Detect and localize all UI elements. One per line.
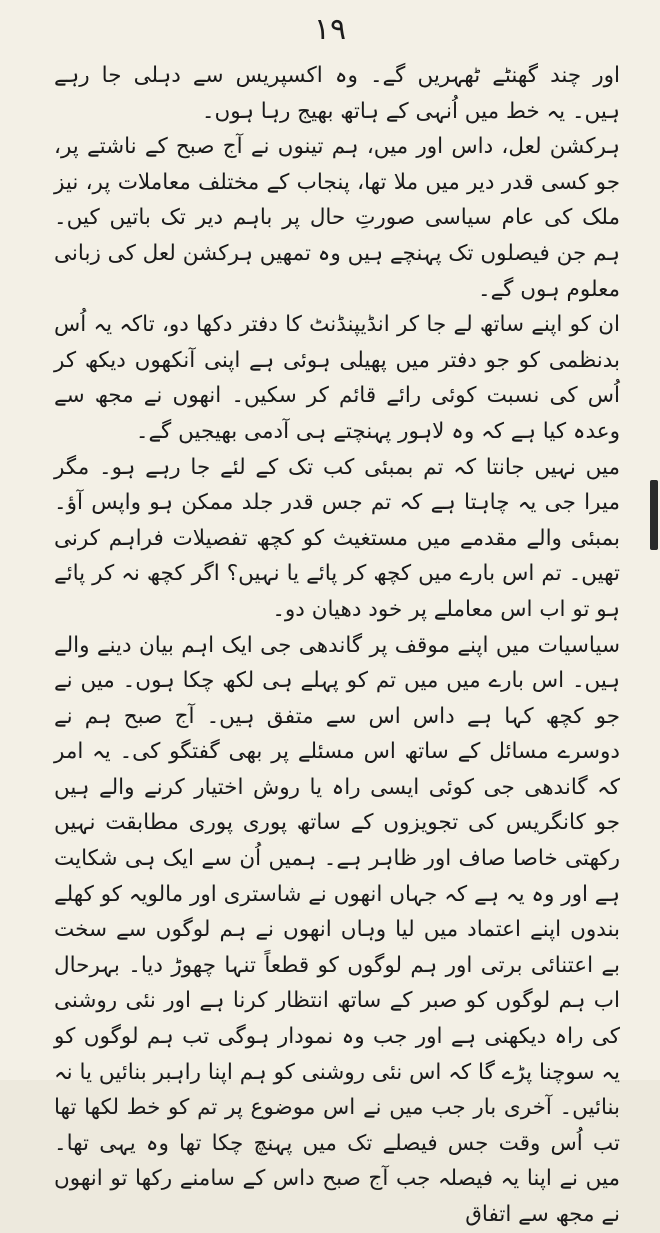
page-edge-shadow [650, 480, 658, 550]
paragraph: اور چند گھنٹے ٹھہریں گے۔ وہ اکسپریس سے دہلی جا رہے ہیں۔ یہ خط میں اُنہی کے ہاتھ بھیج رہا ہوں۔ [54, 63, 620, 124]
page-number: ۱۹ [313, 12, 347, 47]
paragraph: ہرکشن لعل، داس اور میں، ہم تینوں نے آج صبح کے ناشتے پر، جو کسی قدر دیر میں ملا تھا، پنجاب کے مختلف معاملات پر، نیز ملک کی عام سیاسی صورتِ حال پر باہم دیر تک باتیں کیں۔ ہم جن فیصلوں تک پہنچے ہیں وہ تمھیں ہرکشن لعل کی زبانی معلوم ہوں گے۔ [54, 134, 620, 302]
paragraph: ان کو اپنے ساتھ لے جا کر انڈیپنڈنٹ کا دفتر دکھا دو، تاکہ یہ اُس بدنظمی کو جو دفتر میں پھیلی ہوئی ہے اپنی آنکھوں دیکھ کر اُس کی نسبت کوئی رائے قائم کر سکیں۔ انھوں نے مجھ سے وعدہ کیا ہے کہ وہ لاہور پہنچتے ہی آدمی بھیجیں گے۔ [54, 312, 620, 444]
paragraph: سیاسیات میں اپنے موقف پر گاندھی جی ایک اہم بیان دینے والے ہیں۔ اس بارے میں میں تم کو پہلے ہی لکھ چکا ہوں۔ میں نے جو کچھ کہا ہے داس اس سے متفق ہیں۔ آج صبح ہم نے دوسرے مسائل کے ساتھ اس مسئلے پر بھی گفتگو کی۔ یہ امر کہ گاندھی جی کوئی ایسی راہ یا روش اختیار کرنے والے ہیں جو کانگریس کی تجویزوں کے ساتھ پوری پوری مطابقت نہیں رکھتی خاصا صاف اور ظاہر ہے۔ ہمیں اُن سے ایک ہی شکایت ہے اور وہ یہ ہے کہ جہاں انھوں نے شاستری اور مالویہ کو کھلے بندوں اپنے اعتماد میں لیا وہاں انھوں نے ہم لوگوں سے سخت بے اعتنائی برتی اور ہم لوگوں کو قطعاً تنہا چھوڑ دیا۔ بہرحال اب ہم لوگوں کو صبر کے ساتھ انتظار کرنا ہے اور نئی روشنی کی راہ دیکھنی ہے اور جب وہ نمودار ہوگی تب ہم لوگوں کو یہ سوچنا پڑے گا کہ اس نئی روشنی کو ہم اپنا راہبر بنائیں یا نہ بنائیں۔ آخری بار جب میں نے اس موضوع پر تم کو خط لکھا تھا تب اُس وقت جس فیصلے تک میں پہنچ چکا تھا وہ یہی تھا۔ میں نے اپنا یہ فیصلہ جب آج صبح داس کے سامنے رکھا تو انھوں نے مجھ سے اتفاق [54, 632, 620, 1227]
paragraph: میں نہیں جانتا کہ تم بمبئی کب تک کے لئے جا رہے ہو۔ مگر میرا جی یہ چاہتا ہے کہ تم جس قدر جلد ممکن ہو واپس آؤ۔ بمبئی والے مقدمے میں مستغیث کو کچھ تفصیلات فراہم کرنی تھیں۔ تم اس بارے میں کچھ کر پائے یا نہیں؟ اگر کچھ نہ کر پائے ہو تو اب اس معاملے پر خود دھیان دو۔ [54, 454, 620, 622]
letter-body [54, 58, 620, 1233]
